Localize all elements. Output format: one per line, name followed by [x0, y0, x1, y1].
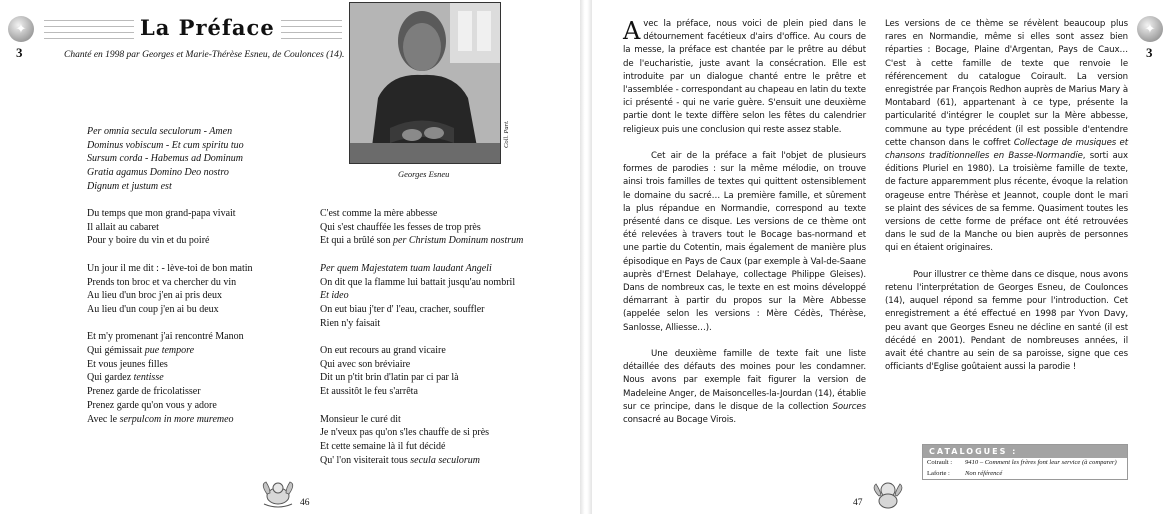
stanza	[87, 207, 253, 248]
page-number: 47	[853, 498, 863, 508]
verse-line	[87, 413, 253, 427]
stanza	[320, 262, 523, 331]
page-number: 46	[300, 498, 310, 508]
verse-line: Prenez garde qu'on vous y adore	[87, 399, 217, 411]
catalog-row	[923, 458, 1127, 469]
verse-line: Pour y boire du vin et du poiré	[87, 235, 210, 247]
verse-text: Et qui a brûlé son	[320, 235, 394, 247]
paragraph-text: vec la préface, nous voici de plein pied dans le détournement facétieux d'airs d'office. Au cours de la messe, la préface est chantée par le prêtre au début de l'eucharistie, juste avant la consécration. Elle est introduite par un dialogue chanté entre le prêtre et l'assemblée - correspondant au chapeau en latin du texte ici présenté - qui ne varie guère. S'ensuit une deuxième partie dont le texte diffère selon les fêtes du calendrier religieux puis une conclusion qui reste assez stable.	[623, 19, 866, 135]
track-number: 3	[1146, 45, 1153, 60]
verse-italic: pue tempore	[144, 345, 195, 356]
catalog-row	[923, 469, 1127, 480]
paragraph: Cet air de la préface a fait l'objet de plusieurs formes de parodies : sur la même mélodie, on trouve ainsi trois familles de textes qui quittent ostensiblement le domaine du sacré… La première famille, et sûrement la plus répandue en Normandie, correspond au texte présenté dans ce disque. Les versions de ce thème ont été relevées à travers tout le Bocage bas-normand et une partie du Cotentin, mais également de manière plus épisodique en Pays de Caux (par exemple à Val-de-Saane auprès d'Ernest Delahaye, collectage Philippe Gleises). Dans de nombreux cas, le texte en est moins développé démarrant à partir du propos sur la Mère Abbesse (appelée selon les versions : Mère Cédès, Thérèse, Sanlosse, Alliesse…).	[623, 151, 866, 333]
verse-line: Qui s'est chauffée les fesses de trop près	[320, 221, 481, 233]
track-number: 3	[16, 45, 23, 60]
photo-caption: Georges Esneu	[398, 169, 450, 179]
book-gutter	[580, 0, 592, 514]
paragraph-italic: Collectage de musiques et chansons traditionnelles en Basse-Normandie	[885, 137, 1128, 162]
stanza	[320, 413, 523, 468]
verse-italic: per Christum Dominum nostrum	[393, 235, 524, 247]
stanza	[320, 207, 523, 248]
verse-italic: serpulcom in more muremeo	[119, 413, 234, 425]
catalog-header: CATALOGUES :	[923, 445, 1127, 458]
verse-text: Qui gardez	[87, 372, 134, 384]
verse-line: Il allait au cabaret	[87, 221, 159, 233]
catalog-key: Laforte :	[927, 469, 950, 477]
verse-line: Du temps que mon grand-papa vivait	[87, 208, 236, 219]
paragraph: Pour illustrer ce thème dans ce disque, nous avons retenu l'interprétation de Georges Esneu, de Coulonces (14), auquel répond sa femme pour l'introduction. Cet enregistrement a été effectué en 1998 par Yvon Davy, peu avant que Georges Esneu ne décline en santé (il est décédé en 2001). Pendant de nombreuses années, il avait été chantre au sein de sa paroisse, signe que ces officiants d'Eglise goûtaient aussi la parodie !	[885, 269, 1128, 373]
drop-cap: A	[623, 17, 641, 45]
commentary-column-2	[885, 18, 1128, 388]
verse-line: Je n'veux pas qu'on s'les chauffe de si près	[320, 427, 490, 439]
verse-line: Prends ton broc et va chercher du vin	[87, 276, 237, 288]
verse-line: Au lieu d'un coup j'en ai bu deux	[87, 303, 219, 315]
verse-line: Au lieu d'un broc j'en ai pris deux	[87, 290, 222, 302]
paragraph	[885, 18, 1128, 256]
photo-credit: Coll. Part.	[503, 120, 510, 148]
paragraph	[623, 18, 866, 137]
verse-line: Per omnia secula seculorum - Amen	[87, 126, 233, 137]
verse-line: Dignum et justum est	[87, 180, 172, 192]
paragraph-text: consacré au Bocage Virois.	[623, 415, 737, 426]
catalog-value: 9410 – Comment les frères font leur service (à comparer)	[965, 459, 1117, 466]
song-subtitle: Chanté en 1998 par Georges et Marie-Thérèse Esneu, de Coulonces (14).	[64, 50, 345, 60]
verse-line: On eut biau j'ter d' l'eau, cracher, souffler	[320, 303, 485, 315]
stanza	[320, 344, 523, 399]
verse-line: On dit que la flamme lui battait jusqu'au nombril	[320, 276, 516, 288]
stanza	[87, 262, 253, 317]
verse-text: Avec le	[87, 413, 120, 425]
verse-line	[87, 371, 253, 385]
verse-line: Rien n'y faisait	[320, 317, 381, 329]
catalog-box	[922, 444, 1128, 480]
paragraph	[623, 348, 866, 427]
catalog-key: Coirault :	[927, 459, 953, 466]
left-page	[0, 0, 580, 514]
verse-line: Gratia agamus Domino Deo nostro	[87, 167, 229, 179]
track-disc-icon: ✦	[8, 16, 34, 42]
verse-line	[320, 234, 523, 248]
verse-line	[87, 344, 253, 358]
paragraph-italic: Sources	[832, 401, 866, 412]
paragraph-text: , sorti aux éditions Pluriel en 1980). La troisième famille de texte, de facture apparemment plus récente, évoque la relation orageuse entre Thérèse et Jeannot, couple dont le mari se plaint des sévices de sa femme. Quasiment toutes les versions de cette forme de préface ont été retrouvées dans le sud de la Manche ou bien auprès de personnes qui en étaient originaires.	[885, 151, 1129, 254]
paragraph-text: Les versions de ce thème se révèlent beaucoup plus rares en Normandie, même si elles sont assez bien réparties : Bocage, Plaine d'Argentan, Pays de Caux… C'est à cette famille de texte que renvoie le référencement du catalogue Coirault. La version enregistrée par François Redhon auprès de Marius Mary à Montabard (61), appartenant à ce type, présente la particularité d'intégrer le couplet sur la Mère abbesse, commune au type précédent (il est possible d'entendre cette chanson dans le coffret	[885, 19, 1128, 148]
verse-line: Qui avec son bréviaire	[320, 358, 411, 370]
verse-line: Et vous jeunes filles	[87, 358, 168, 370]
verse-line: Dominus vobiscum - Et cum spiritu tuo	[87, 139, 244, 151]
cherub-ornament-icon	[258, 478, 298, 510]
latin-intro	[87, 125, 244, 194]
portrait-image	[350, 3, 500, 163]
lyrics-column-2	[320, 207, 523, 481]
stanza	[87, 330, 253, 426]
verse-line: On eut recours au grand vicaire	[320, 345, 446, 356]
commentary-column-1	[623, 18, 866, 440]
verse-italic: secula seculorum	[410, 454, 480, 466]
verse-line: Dit un p'tit brin d'latin par ci par là	[320, 372, 459, 384]
lyrics-column-1	[87, 207, 253, 440]
verse-line: Sursum corda - Habemus ad Dominum	[87, 153, 244, 165]
verse-text: Qui gémissait	[87, 345, 145, 356]
verse-line: Et cette semaine là il fut décidé	[320, 440, 446, 452]
cherub-ornament-icon	[870, 476, 906, 510]
verse-line: Per quem Majestatem tuam laudant Angeli	[320, 262, 492, 274]
song-title: La Préface	[134, 15, 281, 40]
verse-text: Qu' l'on visiterait tous	[320, 454, 411, 466]
catalog-value: Non référencé	[965, 469, 1003, 477]
verse-line: C'est comme la mère abbesse	[320, 208, 438, 219]
verse-line: Et ideo	[320, 290, 349, 302]
verse-line	[320, 454, 523, 468]
right-page	[592, 0, 1172, 514]
verse-line: Monsieur le curé dit	[320, 413, 401, 425]
singer-photo	[349, 2, 501, 164]
verse-italic: tentisse	[133, 372, 164, 384]
track-disc-icon: ✦	[1137, 16, 1163, 42]
verse-line: Un jour il me dit : - lève-toi de bon matin	[87, 262, 253, 274]
verse-line: Prenez garde de fricolatisser	[87, 386, 201, 398]
verse-line: Et m'y promenant j'ai rencontré Manon	[87, 331, 244, 343]
paragraph-text: Une deuxième famille de texte fait une liste détaillée des défauts des moines pour les condamner. Nous avons par exemple fait figurer la version de Madeleine Anger, de Maisoncelles-la-Jourdan (14), établie sur ce principe, dans le disque de la collection	[623, 349, 866, 412]
verse-line: Et aussitôt le feu s'arrêta	[320, 386, 418, 398]
